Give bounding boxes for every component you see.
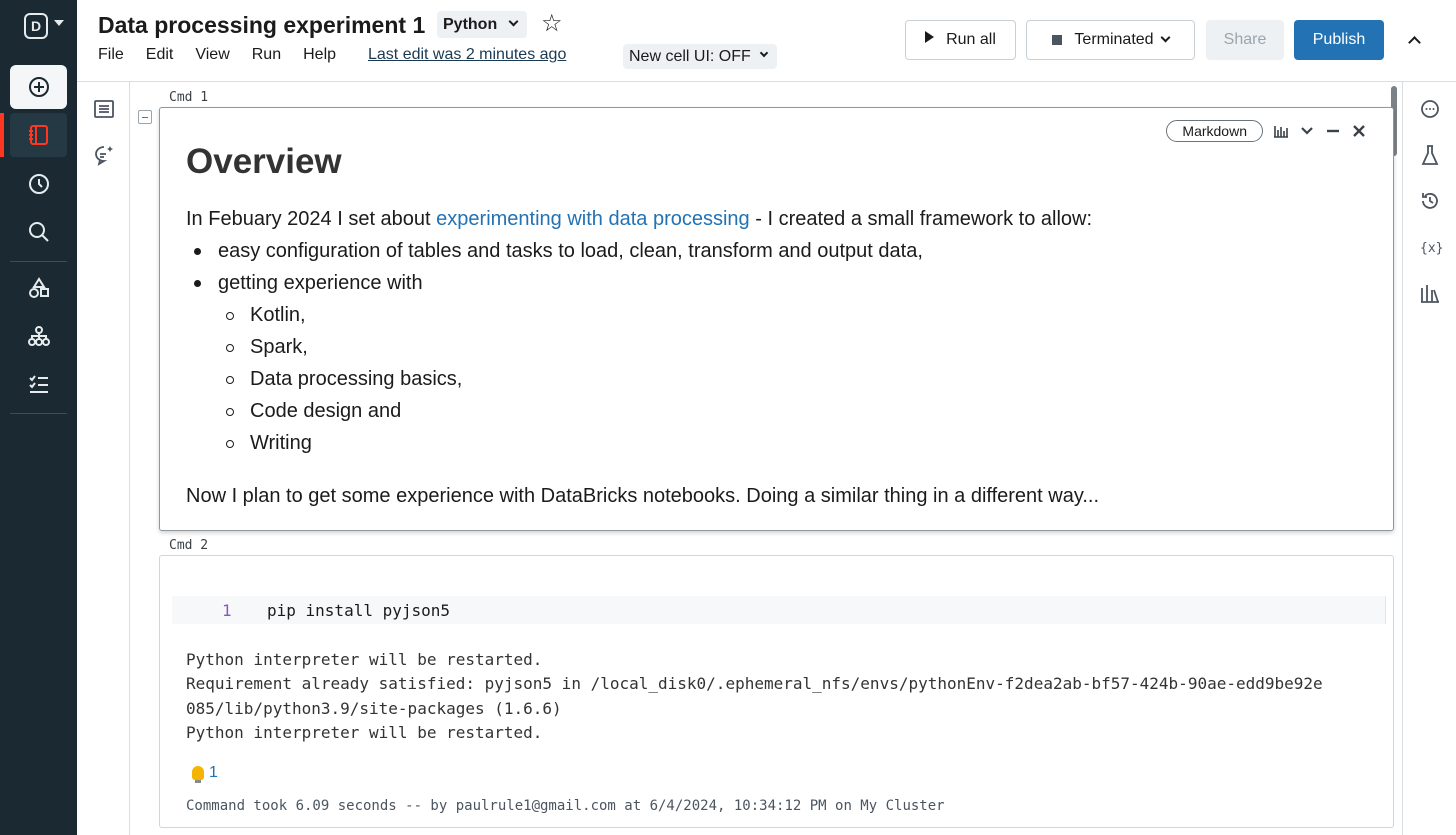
run-all-label: Run all xyxy=(946,31,996,48)
code-editor[interactable] xyxy=(172,596,1386,624)
cell-output xyxy=(186,648,1323,745)
search-icon xyxy=(28,221,50,243)
svg-text:{x}: {x} xyxy=(1420,241,1444,256)
sub-list-item-text: Data processing basics, xyxy=(250,368,463,390)
variables-icon[interactable] xyxy=(1419,236,1444,258)
workflows-icon xyxy=(28,325,50,347)
nav-workflows[interactable] xyxy=(10,314,67,358)
circle-bullet-icon xyxy=(226,440,234,448)
circle-bullet-icon xyxy=(226,376,234,384)
nav-search[interactable] xyxy=(10,210,67,254)
last-edit-link[interactable]: Last edit was 2 minutes ago xyxy=(368,46,567,63)
sub-list-item-text: Code design and xyxy=(250,400,402,422)
hint-count: 1 xyxy=(209,764,218,781)
nav-tasks[interactable] xyxy=(10,362,67,406)
cluster-status-label: Terminated xyxy=(1074,31,1154,48)
output-line: 085/lib/python3.9/site-packages (1.6.6) xyxy=(186,698,562,718)
play-icon xyxy=(925,31,934,43)
bullet-icon xyxy=(194,248,201,255)
output-line: Requirement already satisfied: pyjson5 in /local_disk0/.ephemeral_nfs/envs/pythonEnv-f2dea2ab-bf57-424b-90ae-edd9be92e xyxy=(186,674,1323,694)
shapes-icon xyxy=(28,277,50,299)
sub-list-item-text: Spark, xyxy=(250,336,308,358)
code-line[interactable]: pip install pyjson5 xyxy=(267,601,451,620)
menu-bar xyxy=(98,46,358,64)
markdown-closing: Now I plan to get some experience with DataBricks notebooks. Doing a similar thing in a different way... xyxy=(186,485,1100,507)
notebook-icon xyxy=(28,124,50,146)
plus-circle-icon xyxy=(28,76,50,98)
intro-text-after: - I created a small framework to allow: xyxy=(749,208,1093,230)
menu-help[interactable]: Help xyxy=(303,46,337,63)
language-selector[interactable] xyxy=(437,11,527,38)
markdown-heading: Overview xyxy=(186,142,342,181)
list-item-text: easy configuration of tables and tasks to load, clean, transform and output data, xyxy=(218,240,923,262)
lightbulb-icon xyxy=(192,766,204,780)
library-icon[interactable] xyxy=(1419,282,1441,304)
comments-icon[interactable] xyxy=(1419,98,1441,120)
sub-list-item xyxy=(250,336,308,359)
nav-recents[interactable] xyxy=(10,162,67,206)
nav-divider xyxy=(10,261,67,262)
menu-run[interactable]: Run xyxy=(251,46,282,63)
sub-list-item-text: Writing xyxy=(250,432,312,454)
nav-divider xyxy=(10,413,67,414)
bullet-icon xyxy=(194,280,201,287)
list-item-text: getting experience with xyxy=(218,272,423,294)
output-line: Python interpreter will be restarted. xyxy=(186,650,543,669)
visualization-icon[interactable] xyxy=(1273,123,1289,139)
share-button[interactable] xyxy=(1206,20,1284,60)
collapse-cell-icon[interactable] xyxy=(138,110,152,124)
active-indicator xyxy=(0,113,4,157)
new-cell-ui-label: New cell UI: OFF xyxy=(629,48,751,65)
cluster-status-button[interactable] xyxy=(1026,20,1195,60)
sub-list-item xyxy=(250,400,401,423)
table-of-contents-icon[interactable] xyxy=(93,98,115,120)
notebook-title[interactable]: Data processing experiment 1 xyxy=(98,12,426,38)
intro-link[interactable]: experimenting with data processing xyxy=(436,208,750,230)
star-icon[interactable]: ☆ xyxy=(541,10,563,37)
cmd-label: Cmd 2 xyxy=(169,538,209,553)
chevron-up-icon[interactable] xyxy=(1408,36,1421,49)
circle-bullet-icon xyxy=(226,408,234,416)
left-nav-rail xyxy=(0,0,77,835)
publish-label: Publish xyxy=(1312,31,1366,48)
clock-icon xyxy=(28,173,50,195)
databricks-logo-icon[interactable]: D xyxy=(24,13,48,39)
chevron-down-icon xyxy=(509,17,519,27)
chevron-down-icon xyxy=(1160,33,1170,43)
experiment-flask-icon[interactable] xyxy=(1419,144,1441,166)
language-label: Python xyxy=(443,16,498,33)
new-cell-ui-toggle[interactable] xyxy=(623,44,777,69)
line-number: 1 xyxy=(222,601,232,620)
workspace-switcher-caret-icon[interactable] xyxy=(54,20,64,26)
chevron-down-icon xyxy=(760,49,768,57)
sub-list-item xyxy=(250,432,312,455)
nav-workspace[interactable] xyxy=(10,113,67,157)
command-took-status: Command took 6.09 seconds -- by paulrule1@gmail.com at 6/4/2024, 10:34:12 PM on My Cluster xyxy=(186,798,945,814)
chevron-down-icon[interactable] xyxy=(1299,123,1315,139)
circle-bullet-icon xyxy=(226,344,234,352)
cell-type-pill[interactable]: Markdown xyxy=(1166,120,1263,142)
intro-text-before: In Febuary 2024 I set about xyxy=(186,208,437,230)
menu-file[interactable]: File xyxy=(98,46,124,63)
assistant-chat-icon[interactable] xyxy=(93,144,115,166)
revision-history-icon[interactable] xyxy=(1419,190,1441,212)
new-button[interactable] xyxy=(10,65,67,109)
notebook-header xyxy=(77,0,1456,82)
menu-edit[interactable]: Edit xyxy=(145,46,174,63)
close-icon[interactable] xyxy=(1351,123,1367,139)
sub-list-item-text: Kotlin, xyxy=(250,304,306,326)
markdown-intro xyxy=(186,208,1092,231)
menu-view[interactable]: View xyxy=(195,46,230,63)
sub-list-item xyxy=(250,304,306,327)
nav-catalog[interactable] xyxy=(10,266,67,310)
markdown-cell[interactable] xyxy=(159,107,1394,531)
sub-list-item xyxy=(250,368,462,391)
output-line: Python interpreter will be restarted. xyxy=(186,722,543,742)
hint-badge[interactable] xyxy=(192,764,218,782)
code-cell[interactable] xyxy=(159,555,1394,828)
run-all-button[interactable] xyxy=(905,20,1016,60)
publish-button[interactable] xyxy=(1294,20,1384,60)
cell-toolbar xyxy=(1166,120,1367,142)
minimize-icon[interactable] xyxy=(1325,123,1341,139)
checklist-icon xyxy=(28,373,50,395)
list-item xyxy=(218,272,423,295)
cmd-label: Cmd 1 xyxy=(169,90,209,105)
share-label: Share xyxy=(1223,31,1267,48)
stop-square-icon xyxy=(1052,35,1062,45)
circle-bullet-icon xyxy=(226,312,234,320)
list-item xyxy=(218,240,923,263)
notebook-left-panel xyxy=(77,82,130,835)
notebook-right-panel xyxy=(1402,82,1456,835)
